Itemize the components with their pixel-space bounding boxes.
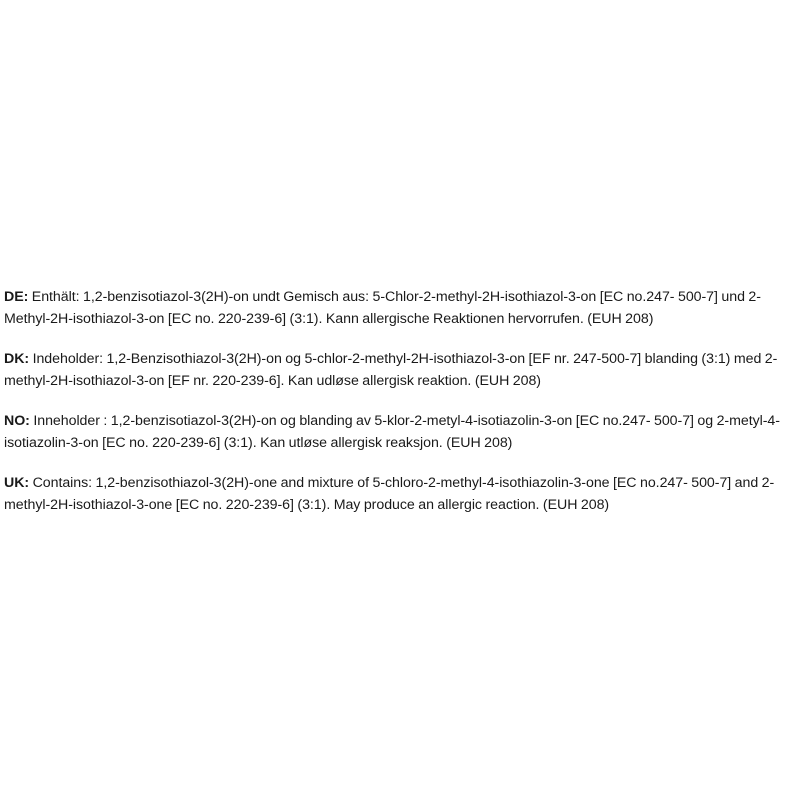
statement-text-de: Enthält: 1,2-benzisotiazol-3(2H)-on undt Gemisch aus: 5-Chlor-2-methyl-2H-isothiazol-3-on [EC no.247- 500-7] und 2-Methyl-2H-isothiazol-3-on [EC no. 220-239-6] (3:1). Kann allergische Reaktionen hervorrufen. (EUH 208) xyxy=(4,289,761,327)
language-code-uk: UK: xyxy=(4,475,30,491)
statement-text-no: Inneholder : 1,2-benzisotiazol-3(2H)-on og blanding av 5-klor-2-metyl-4-isotiazolin-3-on [EC no.247- 500-7] og 2-metyl-4-isotiazolin-3-on [EC no. 220-239-6] (3:1). Kan utløse allergisk reaksjon. (EUH 208) xyxy=(4,413,780,451)
statement-uk xyxy=(4,472,798,516)
statement-text-dk: Indeholder: 1,2-Benzisothiazol-3(2H)-on og 5-chlor-2-methyl-2H-isothiazol-3-on [EF nr. 247-500-7] blanding (3:1) med 2-methyl-2H-isothiazol-3-on [EF nr. 220-239-6]. Kan udløse allergisk reaktion. (EUH 208) xyxy=(4,351,778,389)
language-code-dk: DK: xyxy=(4,351,30,367)
statement-de xyxy=(4,286,798,330)
statement-text-uk: Contains: 1,2-benzisothiazol-3(2H)-one and mixture of 5-chloro-2-methyl-4-isothiazolin-3-one [EC no.247- 500-7] and 2-methyl-2H-isothiazol-3-one [EC no. 220-239-6] (3:1). May produce an allergic reaction. (EUH 208) xyxy=(4,475,775,513)
allergen-statement-document xyxy=(4,286,798,534)
statement-no xyxy=(4,410,798,454)
statement-dk xyxy=(4,348,798,392)
language-code-de: DE: xyxy=(4,289,29,305)
language-code-no: NO: xyxy=(4,413,30,429)
